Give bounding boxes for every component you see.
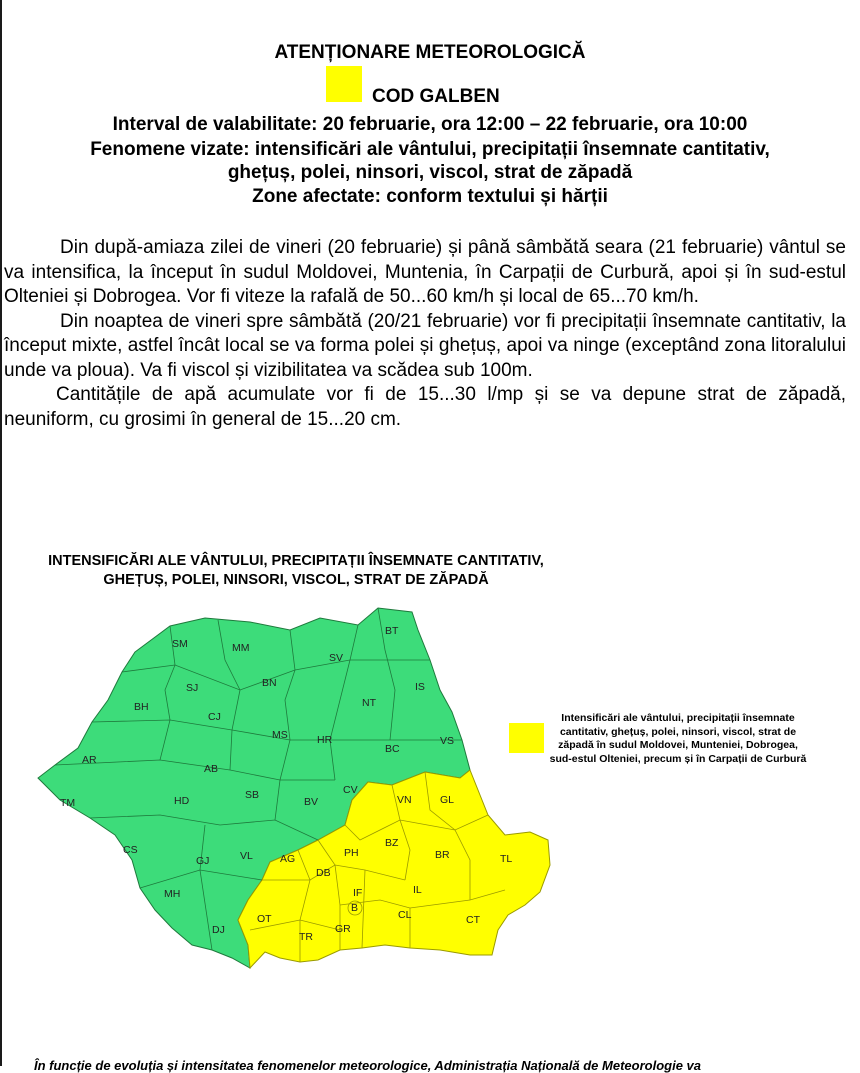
county-label: BN <box>262 677 277 689</box>
county-label: TL <box>500 853 513 865</box>
county-label: BH <box>134 701 149 713</box>
county-label: BV <box>304 796 319 808</box>
alert-title: ATENȚIONARE METEOROLOGICĂ <box>274 42 586 63</box>
county-label: MM <box>232 642 250 654</box>
county-label: BZ <box>385 837 399 849</box>
county-label: DJ <box>212 924 225 936</box>
county-label: OT <box>257 913 272 925</box>
county-label: GR <box>335 923 351 935</box>
county-label: HR <box>317 734 333 746</box>
county-label: MS <box>272 729 288 741</box>
county-label: BT <box>385 625 399 637</box>
county-label: CL <box>398 909 412 921</box>
phenomena-line-1: Fenomene vizate: intensificări ale vântului, precipitații însemnate cantitativ, <box>90 139 770 160</box>
validity-interval: Interval de valabilitate: 20 februarie, ora 12:00 – 22 februarie, ora 10:00 <box>112 114 748 135</box>
county-label: AB <box>204 763 219 775</box>
county-label: IS <box>415 681 425 693</box>
county-label: SJ <box>186 682 199 694</box>
county-label: SB <box>245 789 260 801</box>
phenomena-line-2: ghețuș, polei, ninsori, viscol, strat de zăpadă <box>227 162 633 183</box>
county-label: AG <box>280 853 296 865</box>
county-label: GL <box>440 794 455 806</box>
county-label: SV <box>329 652 344 664</box>
county-label: HD <box>174 795 190 807</box>
county-label: MH <box>164 888 181 900</box>
affected-zones: Zone afectate: conform textului și hărții <box>252 186 608 207</box>
county-label: BR <box>435 849 450 861</box>
county-label: B <box>351 902 359 914</box>
paragraph-wind: Din după-amiaza zilei de vineri (20 februarie) și până sâmbătă seara (21 februarie) vântul se va intensifica, la început în sudul Moldovei, Munteniа, în Carpații de Curbură, apoi și în sud-estul Olteniei și Dobrogea. Vor fi viteze la rafală de 50...60 km/h și local de 65...70 km/h. <box>4 237 846 307</box>
county-label: TM <box>60 797 76 809</box>
county-label: AR <box>82 754 97 766</box>
county-label: GJ <box>196 855 210 867</box>
legend-text: Intensificări ale vântului, precipitații însemnate cantitativ, ghețuș, polei, ninsori, viscol, strat de zăpadă în sudul Moldovei, Munteniei, Dobrogea, sud-estul Olteniei, precum și în Carpații de Curbură <box>549 712 807 765</box>
county-label: BC <box>385 743 400 755</box>
county-label: VS <box>440 735 455 747</box>
county-label: VN <box>397 794 412 806</box>
map-title: INTENSIFICĂRI ALE VÂNTULUI, PRECIPITAȚII ÎNSEMNATE CANTITATIV, GHEȚUȘ, POLEI, NINSORI, VISCOL, STRAT DE ZĂPADĂ <box>48 553 544 588</box>
county-label: NT <box>362 697 376 709</box>
paragraph-snow: Cantitățile de apă acumulate vor fi de 15...30 l/mp și se va depune strat de zăpadă, neuniform, cu grosimi în general de 15...20 cm. <box>4 384 846 430</box>
county-label: CV <box>343 784 358 796</box>
county-label: PH <box>344 847 359 859</box>
county-label: TR <box>299 931 313 943</box>
legend-yellow-swatch <box>509 723 544 753</box>
alert-code: COD GALBEN <box>372 86 500 107</box>
county-label: IL <box>413 884 422 896</box>
county-label: SM <box>172 638 188 650</box>
county-label: CT <box>466 914 480 926</box>
paragraph-precipitation: Din noaptea de vineri spre sâmbătă (20/21 februarie) vor fi precipitații însemnate cantitativ, la început mixte, astfel încât local se va forma polei și ghețuș, apoi va ninge (exceptând zona litoralului unde va ploua). Va fi viscol și vizibilitatea va scădea sub 100m. <box>4 310 846 381</box>
county-label: VL <box>240 850 253 862</box>
county-label: CS <box>123 844 138 856</box>
county-label: DB <box>316 867 331 879</box>
footer-note: În funcție de evoluția și intensitatea fenomenelor meteorologice, Administrația Națională de Meteorologie va <box>34 1058 701 1073</box>
county-label: IF <box>353 887 363 899</box>
county-label: CJ <box>208 711 221 723</box>
